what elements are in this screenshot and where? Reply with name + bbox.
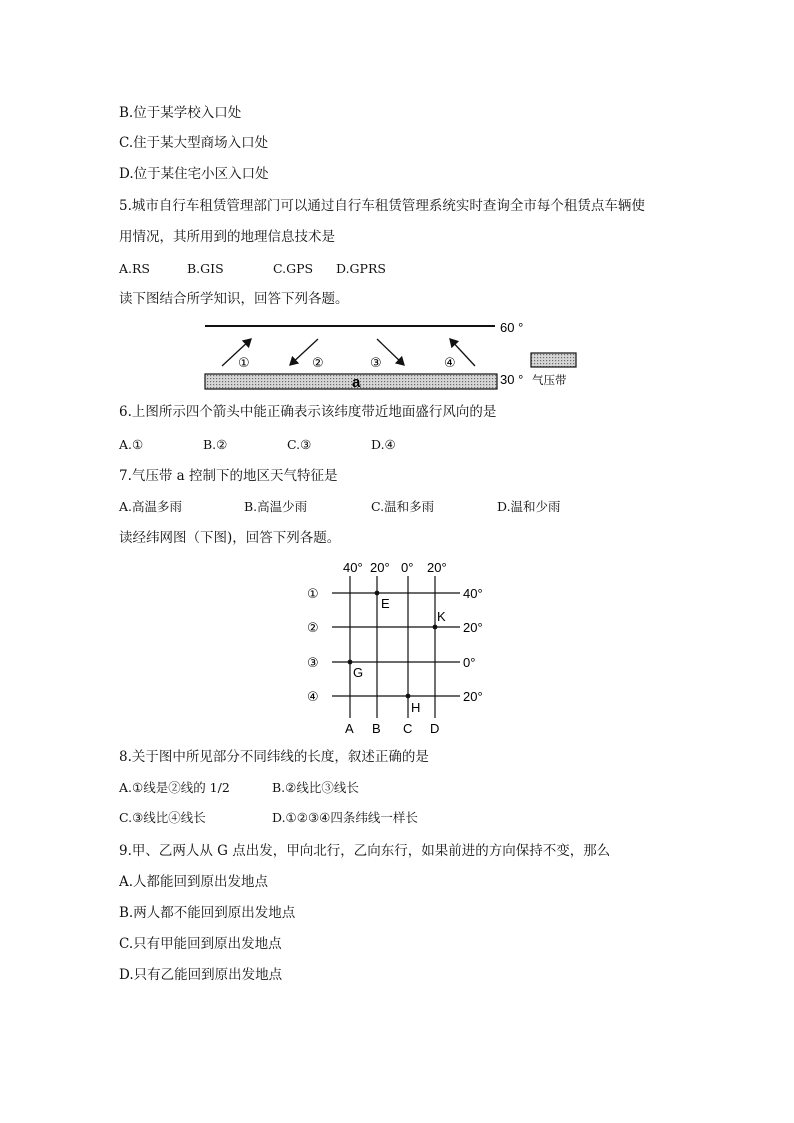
q7-stem: 7.气压带 a 控制下的地区天气特征是 <box>119 468 338 484</box>
wind-belt-diagram <box>0 318 794 398</box>
q4-option-c: C.住于某大型商场入口处 <box>119 135 269 151</box>
q5-option-c: C.GPS <box>273 261 314 276</box>
lat-label-1: 40° <box>463 586 483 601</box>
meridian-letter-c: C <box>403 721 413 736</box>
q6-option-a: A.① <box>119 437 144 452</box>
q4-option-d: D.位于某住宅小区入口处 <box>119 166 269 182</box>
lon-label-4: 20° <box>427 560 447 575</box>
lon-label-2: 20° <box>370 560 390 575</box>
lat-lon-grid-diagram <box>0 558 794 738</box>
latitude-60-label: 60 ° <box>500 320 524 335</box>
q7-option-b: B.高温少雨 <box>244 499 308 514</box>
lat-label-3: 0° <box>463 655 476 670</box>
q9-option-c: C.只有甲能回到原出发地点 <box>119 936 282 952</box>
intro-wind-diagram: 读下图结合所学知识，回答下列各题。 <box>119 291 349 307</box>
point-g <box>348 660 353 665</box>
point-e-label: E <box>381 596 390 611</box>
lat-label-4: 20° <box>463 689 483 704</box>
latitude-30-label: 30 ° <box>500 372 524 387</box>
arrow-1-label: ① <box>238 355 250 370</box>
q7-option-c: C.温和多雨 <box>371 499 435 514</box>
q7-option-a: A.高温多雨 <box>119 499 183 514</box>
point-h <box>406 694 411 699</box>
legend-label: 气压带 <box>532 375 567 387</box>
arrow-4-label: ④ <box>444 355 456 370</box>
arrow-3-label: ③ <box>370 355 382 370</box>
meridian-letter-b: B <box>372 721 381 736</box>
q9-option-a: A.人都能回到原出发地点 <box>119 874 269 890</box>
row-marker-4: ④ <box>307 689 319 704</box>
q6-option-d: D.④ <box>371 437 396 452</box>
q8-option-d: D.①②③④四条纬线一样长 <box>272 810 418 825</box>
q9-option-b: B.两人都不能回到原出发地点 <box>119 905 296 921</box>
q9-option-d: D.只有乙能回到原出发地点 <box>119 967 283 983</box>
q5-option-a: A.RS <box>119 261 150 276</box>
point-k-label: K <box>437 609 446 624</box>
row-marker-1: ① <box>307 586 319 601</box>
pressure-belt-a <box>205 374 497 389</box>
q5-stem-line2: 用情况，其所用到的地理信息技术是 <box>119 229 335 245</box>
point-e <box>375 591 380 596</box>
q5-option-d: D.GPRS <box>336 261 386 276</box>
legend-swatch <box>531 353 576 367</box>
q8-stem: 8.关于图中所见部分不同纬线的长度，叙述正确的是 <box>119 749 429 765</box>
q5-stem-line1: 5.城市自行车租赁管理部门可以通过自行车租赁管理系统实时查询全市每个租赁点车辆使 <box>119 198 645 214</box>
row-marker-3: ③ <box>307 655 319 670</box>
q6-option-c: C.③ <box>287 437 312 452</box>
lon-label-3: 0° <box>401 560 414 575</box>
meridian-letter-d: D <box>430 721 440 736</box>
row-marker-2: ② <box>307 620 319 635</box>
pressure-belt-label: a <box>352 374 361 391</box>
q6-option-b: B.② <box>203 437 228 452</box>
intro-grid-diagram: 读经纬网图（下图)，回答下列各题。 <box>119 530 341 546</box>
q5-option-b: B.GIS <box>187 261 224 276</box>
point-h-label: H <box>411 700 421 715</box>
lat-label-2: 20° <box>463 620 483 635</box>
q4-option-b: B.位于某学校入口处 <box>119 105 242 121</box>
q7-option-d: D.温和少雨 <box>497 499 561 514</box>
q6-stem: 6.上图所示四个箭头中能正确表示该纬度带近地面盛行风向的是 <box>119 404 497 420</box>
arrow-2-label: ② <box>312 355 324 370</box>
q8-option-b: B.②线比③线长 <box>272 780 359 795</box>
point-g-label: G <box>353 665 364 680</box>
meridian-letter-a: A <box>345 721 354 736</box>
q8-option-c: C.③线比④线长 <box>119 810 206 825</box>
point-k <box>433 625 438 630</box>
q8-option-a: A.①线是②线的 1/2 <box>119 780 230 795</box>
lon-label-1: 40° <box>343 560 363 575</box>
q9-stem: 9.甲、乙两人从 G 点出发，甲向北行，乙向东行，如果前进的方向保持不变，那么 <box>119 843 611 859</box>
